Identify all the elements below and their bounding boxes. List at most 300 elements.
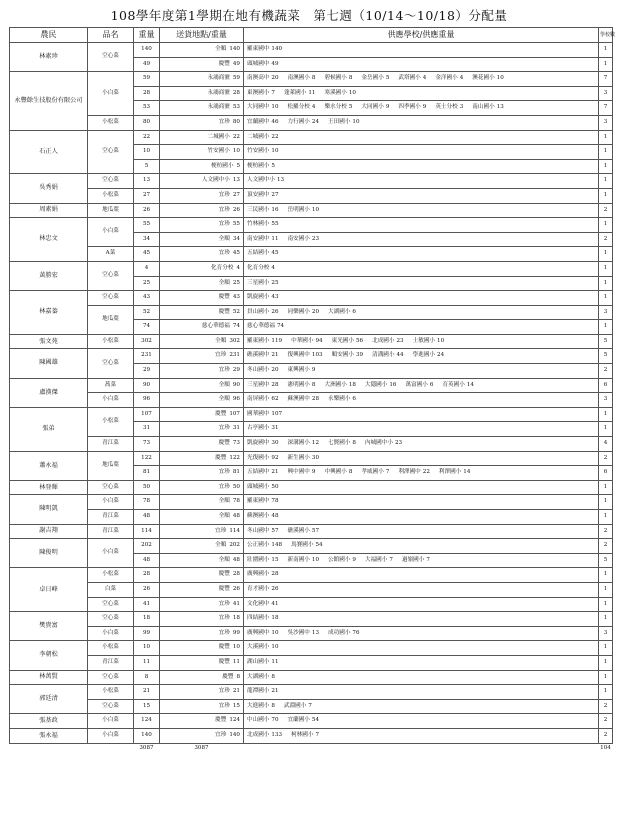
school-name: 梗枋國小 (247, 162, 270, 169)
delivery-weight: 53 (232, 104, 240, 111)
table-row (10, 174, 613, 189)
delivery-weight: 202 (229, 542, 240, 549)
school-name: 新生國小 (287, 454, 310, 461)
delivery-cell (160, 524, 244, 539)
weight-cell: 140 (134, 43, 160, 58)
school-name: 廣興國小 (247, 571, 270, 578)
product-cell: 小松菜 (88, 641, 134, 656)
school-weight: 26 (271, 308, 279, 315)
product-cell: 地瓜葉 (88, 203, 134, 218)
schools-cell (244, 480, 599, 495)
delivery-weight: 74 (232, 323, 240, 330)
delivery-weight: 99 (232, 629, 240, 636)
school-entry (247, 645, 279, 651)
table-row (10, 495, 613, 510)
school-weight: 22 (422, 469, 430, 476)
schools-cell (244, 728, 599, 743)
delivery-cell (160, 72, 244, 87)
school-name: 三星國中 (247, 381, 270, 388)
table-row (10, 655, 613, 670)
school-weight: 31 (271, 425, 279, 432)
school-name: 武淵國小 (283, 702, 307, 709)
school-weight: 18 (271, 615, 279, 622)
school-entry (288, 470, 316, 476)
product-cell: 白菜 (88, 582, 134, 597)
product-cell: 空心菜 (88, 291, 134, 306)
school-entry (247, 412, 282, 418)
school-entry (291, 339, 323, 345)
school-weight: 27 (271, 191, 279, 198)
school-entry (332, 339, 364, 345)
school-name: 廣興國中 (247, 629, 270, 636)
school-name: 學進國小 (412, 352, 436, 359)
school-name: 公館國小 (328, 556, 351, 563)
school-entry (247, 324, 284, 330)
count-cell: 2 (599, 539, 613, 554)
count-cell: 3 (599, 393, 613, 408)
school-entry (361, 470, 389, 476)
school-name: 澳花國小 (472, 75, 495, 82)
delivery-cell (160, 626, 244, 641)
school-weight: 92 (271, 454, 279, 461)
school-name: 東興國小 (287, 367, 310, 374)
farmer-cell: 盧漢傑 (10, 378, 88, 407)
schools-cell (244, 247, 599, 262)
delivery-cell (160, 188, 244, 203)
school-entry (413, 339, 445, 345)
schools-cell (244, 582, 599, 597)
total-count: 104 (600, 744, 611, 751)
school-name: 永樂國小 (328, 396, 351, 403)
delivery-location: 永鴻商號 (207, 89, 230, 96)
product-cell: 青江菜 (88, 510, 134, 525)
schools-cell (244, 291, 599, 306)
table-row (10, 626, 613, 641)
school-weight: 21 (271, 469, 279, 476)
schools-cell (244, 349, 599, 364)
schools-cell (244, 115, 599, 130)
page-title: 108學年度第1學期在地有機蔬菜 第七週（10/14～10/18）分配量 (110, 8, 508, 23)
school-weight: 20 (271, 367, 279, 374)
delivery-weight: 52 (232, 308, 240, 315)
school-entry (247, 62, 279, 68)
school-name: 力行國小 (287, 118, 310, 125)
schools-cell (244, 437, 599, 452)
school-name: 七賢國小 (328, 440, 351, 447)
delivery-cell (160, 699, 244, 714)
school-entry (247, 587, 279, 593)
delivery-location: 宜珍 (218, 483, 230, 490)
school-entry (288, 310, 320, 316)
school-name: 馬賽國小 (291, 542, 314, 549)
delivery-weight: 41 (232, 600, 240, 607)
weight-cell: 26 (134, 582, 160, 597)
school-weight: 48 (271, 513, 279, 519)
school-entry (247, 222, 279, 228)
weight-cell: 34 (134, 232, 160, 247)
school-weight: 10 (271, 148, 279, 155)
weight-cell: 43 (134, 291, 160, 306)
count-cell: 3 (599, 305, 613, 320)
school-entry (413, 353, 445, 359)
count-cell: 2 (599, 714, 613, 729)
delivery-cell (160, 451, 244, 466)
school-entry (247, 529, 279, 535)
weight-cell: 78 (134, 495, 160, 510)
delivery-cell (160, 641, 244, 656)
school-name: 順安國小 (331, 352, 354, 359)
table-row (10, 480, 613, 495)
school-name: 大湖國小 (247, 673, 270, 680)
school-weight: 7 (271, 89, 275, 96)
count-cell: 1 (599, 261, 613, 276)
delivery-weight: 73 (232, 440, 240, 447)
school-weight: 55 (271, 221, 279, 228)
school-entry (291, 543, 323, 549)
delivery-weight: 8 (236, 673, 240, 680)
school-name: 中興國小 (324, 469, 347, 476)
product-cell: 地瓜葉 (88, 305, 134, 334)
table-row (10, 437, 613, 452)
school-entry (435, 76, 463, 82)
table-row (10, 685, 613, 700)
school-weight: 20 (271, 75, 279, 82)
school-entry (247, 178, 284, 184)
product-cell: 小白菜 (88, 714, 134, 729)
school-weight: 4 (422, 75, 427, 82)
school-entry (288, 208, 320, 214)
school-weight: 21 (271, 352, 279, 359)
count-cell: 2 (599, 203, 613, 218)
delivery-weight: 302 (229, 337, 240, 344)
schools-cell (244, 685, 599, 700)
table-row (10, 115, 613, 130)
school-weight: 22 (271, 133, 279, 140)
table-row (10, 261, 613, 276)
delivery-weight: 21 (232, 688, 240, 695)
table-row (10, 247, 613, 262)
delivery-cell (160, 728, 244, 743)
school-weight: 5 (348, 104, 353, 111)
school-weight: 62 (271, 396, 279, 403)
schools-cell (244, 334, 599, 349)
school-name: 三星國小 (247, 279, 270, 286)
school-name: 育英國小 (442, 381, 465, 388)
school-entry (247, 310, 279, 316)
school-weight: 9 (422, 104, 427, 111)
count-cell: 1 (599, 145, 613, 160)
delivery-weight: 10 (232, 148, 240, 155)
delivery-cell (160, 232, 244, 247)
delivery-weight: 28 (232, 89, 240, 96)
weight-cell: 55 (134, 218, 160, 233)
school-name: 慈心華德福 (247, 323, 275, 330)
school-name: 內城國中小 (364, 440, 393, 447)
school-weight: 28 (311, 396, 320, 403)
product-cell: 青江菜 (88, 437, 134, 452)
school-weight: 14 (466, 381, 474, 388)
schools-cell (244, 451, 599, 466)
school-entry (247, 295, 279, 301)
school-weight: 20 (311, 308, 320, 315)
weight-cell: 10 (134, 641, 160, 656)
delivery-location: 宜珍 (218, 469, 230, 476)
delivery-weight: 124 (229, 717, 240, 724)
total-delivery: 3087 (194, 744, 209, 751)
weight-cell: 302 (134, 334, 160, 349)
delivery-cell (160, 393, 244, 408)
count-cell: 1 (599, 670, 613, 685)
school-name: 冬山國中 (247, 527, 270, 534)
farmer-cell: 周素娟 (10, 203, 88, 218)
school-weight: 10 (352, 118, 360, 125)
school-weight: 8 (352, 440, 356, 447)
delivery-weight: 43 (232, 294, 240, 301)
school-name: 南安國中 (247, 235, 270, 242)
delivery-weight: 49 (232, 60, 240, 67)
farmer-cell: 永豐餘生技股份有限公司 (10, 72, 88, 130)
delivery-weight: 96 (232, 396, 240, 403)
total-weight: 3087 (139, 744, 154, 751)
school-name: 大進國小 (247, 702, 270, 709)
school-entry (361, 105, 389, 111)
school-weight: 45 (271, 250, 279, 257)
school-weight: 11 (271, 658, 279, 665)
school-entry (247, 631, 279, 637)
delivery-weight: 15 (232, 702, 240, 709)
schools-cell (244, 57, 599, 72)
school-weight: 39 (355, 352, 364, 359)
weight-cell: 8 (134, 670, 160, 685)
schools-cell (244, 699, 599, 714)
header-count: 學校數 (599, 28, 613, 43)
school-entry (406, 383, 434, 389)
school-weight: 12 (311, 440, 320, 447)
delivery-weight: 81 (232, 469, 240, 476)
school-name: 南安國小 (287, 235, 310, 242)
school-name: 大同國小 (361, 104, 384, 111)
delivery-weight: 34 (232, 235, 240, 242)
delivery-location: 宜珍 (218, 425, 230, 432)
delivery-weight: 78 (232, 498, 240, 505)
weight-cell: 27 (134, 188, 160, 203)
school-name: 宜蘭國小 (287, 717, 310, 724)
farmer-cell: 黃勝宏 (10, 261, 88, 290)
header-delivery: 送貨地點/重量 (160, 28, 244, 43)
school-weight: 5 (271, 162, 275, 169)
delivery-weight: 31 (232, 425, 240, 432)
school-entry (288, 76, 316, 82)
school-weight: 4 (271, 264, 275, 271)
school-entry (402, 558, 430, 564)
school-name: 大溪國小 (247, 644, 270, 651)
delivery-location: 慶豐 (218, 308, 230, 315)
school-name: 新南國小 (287, 556, 310, 563)
table-row (10, 188, 613, 203)
delivery-cell (160, 247, 244, 262)
delivery-cell (160, 320, 244, 335)
product-cell: 空心菜 (88, 612, 134, 627)
table-row (10, 451, 613, 466)
school-name: 湖山國小 (247, 658, 270, 665)
school-weight: 46 (271, 118, 279, 125)
table-body (10, 43, 613, 744)
schools-cell (244, 86, 599, 101)
school-weight: 28 (271, 381, 279, 388)
delivery-cell (160, 495, 244, 510)
delivery-location: 宜珍 (218, 629, 230, 636)
schools-cell (244, 393, 599, 408)
school-entry (328, 310, 356, 316)
product-cell: 小白菜 (88, 393, 134, 408)
schools-cell (244, 495, 599, 510)
table-row (10, 203, 613, 218)
table-row (10, 305, 613, 320)
delivery-weight: 45 (232, 250, 240, 257)
totals-row (10, 743, 613, 754)
school-weight: 15 (271, 556, 279, 563)
school-entry (328, 441, 356, 447)
product-cell: 小松菜 (88, 334, 134, 349)
count-cell: 1 (599, 43, 613, 58)
product-cell: 萵菜 (88, 378, 134, 393)
delivery-weight: 11 (232, 658, 240, 665)
school-entry (372, 339, 404, 345)
delivery-cell (160, 43, 244, 58)
schools-cell (244, 568, 599, 583)
school-entry (288, 441, 320, 447)
farmer-cell: 郭廷清 (10, 685, 88, 714)
school-weight: 16 (389, 381, 397, 388)
count-cell: 1 (599, 159, 613, 174)
delivery-cell (160, 685, 244, 700)
weight-cell: 5 (134, 159, 160, 174)
count-cell: 1 (599, 582, 613, 597)
school-weight: 24 (437, 352, 445, 359)
school-weight: 54 (311, 717, 320, 724)
school-weight: 56 (355, 337, 364, 344)
school-weight: 10 (271, 644, 279, 651)
schools-cell (244, 641, 599, 656)
product-cell: 小白菜 (88, 72, 134, 116)
school-name: 碧候國小 (324, 75, 347, 82)
school-weight: 10 (437, 337, 445, 344)
farmer-cell: 林忠文 (10, 218, 88, 262)
school-entry (328, 120, 360, 126)
weight-cell: 73 (134, 437, 160, 452)
weight-cell: 52 (134, 305, 160, 320)
table-row (10, 407, 613, 422)
delivery-cell (160, 568, 244, 583)
school-weight: 28 (271, 571, 279, 578)
delivery-cell (160, 276, 244, 291)
weight-cell: 140 (134, 728, 160, 743)
product-cell: 青江菜 (88, 524, 134, 539)
school-weight: 103 (311, 352, 323, 359)
delivery-location: 宜珍 (218, 688, 230, 695)
school-weight: 5 (385, 75, 390, 82)
school-weight: 57 (271, 527, 279, 534)
school-weight: 10 (496, 75, 504, 82)
weight-cell: 231 (134, 349, 160, 364)
school-weight: 25 (271, 279, 279, 286)
school-name: 憲明國小 (287, 381, 310, 388)
school-entry (247, 704, 275, 710)
table-row (10, 72, 613, 87)
delivery-weight: 59 (232, 75, 240, 82)
school-weight: 76 (352, 629, 360, 636)
delivery-cell (160, 466, 244, 481)
delivery-location: 慶豐 (218, 440, 230, 447)
school-name: 國華國中 (247, 410, 270, 417)
farmer-cell: 林嘉蓁 (10, 291, 88, 335)
delivery-location: 宜珍 (218, 191, 230, 198)
school-entry (324, 470, 352, 476)
table-row (10, 699, 613, 714)
school-entry (398, 76, 426, 82)
school-name: 南澳國小 (287, 75, 310, 82)
school-weight: 57 (311, 527, 320, 534)
school-name: 南屏國小 (247, 396, 270, 403)
count-cell: 1 (599, 480, 613, 495)
school-name: 利澤國中 (398, 469, 421, 476)
weight-cell: 59 (134, 72, 160, 87)
school-entry (288, 105, 316, 111)
school-entry (247, 499, 279, 505)
school-entry (288, 120, 320, 126)
product-cell: 空心菜 (88, 174, 134, 189)
delivery-weight: 48 (232, 513, 240, 519)
table-row (10, 670, 613, 685)
school-weight: 11 (308, 89, 316, 96)
delivery-location: 全順 (218, 381, 230, 388)
table-row (10, 393, 613, 408)
school-name: 吳沙國中 (287, 629, 310, 636)
school-weight: 4 (311, 104, 316, 111)
school-weight: 70 (271, 717, 279, 724)
product-cell: 小白菜 (88, 495, 134, 510)
schools-cell (244, 626, 599, 641)
school-name: 東澳國小 (247, 89, 270, 96)
count-cell: 5 (599, 334, 613, 349)
school-name: 萬富國小 (405, 381, 428, 388)
weight-cell: 11 (134, 655, 160, 670)
school-name: 大福國小 (364, 556, 388, 563)
farmer-cell: 張文苑 (10, 334, 88, 349)
school-entry (247, 470, 279, 476)
product-cell: 小白菜 (88, 539, 134, 568)
delivery-location: 慶豐 (218, 571, 230, 578)
school-entry (288, 237, 320, 243)
delivery-cell (160, 539, 244, 554)
count-cell: 1 (599, 641, 613, 656)
school-entry (288, 718, 320, 724)
delivery-weight: 26 (232, 585, 240, 592)
table-row (10, 510, 613, 525)
delivery-weight: 25 (232, 279, 240, 286)
schools-cell (244, 276, 599, 291)
school-name: 人文國中小 (247, 177, 275, 184)
school-entry (328, 558, 356, 564)
school-weight: 16 (271, 206, 279, 213)
schools-cell (244, 612, 599, 627)
count-cell: 1 (599, 57, 613, 72)
school-entry (247, 441, 279, 447)
farmer-cell: 謝吉翔 (10, 524, 88, 539)
school-weight: 10 (311, 556, 320, 563)
school-entry (328, 397, 356, 403)
weight-cell: 80 (134, 115, 160, 130)
